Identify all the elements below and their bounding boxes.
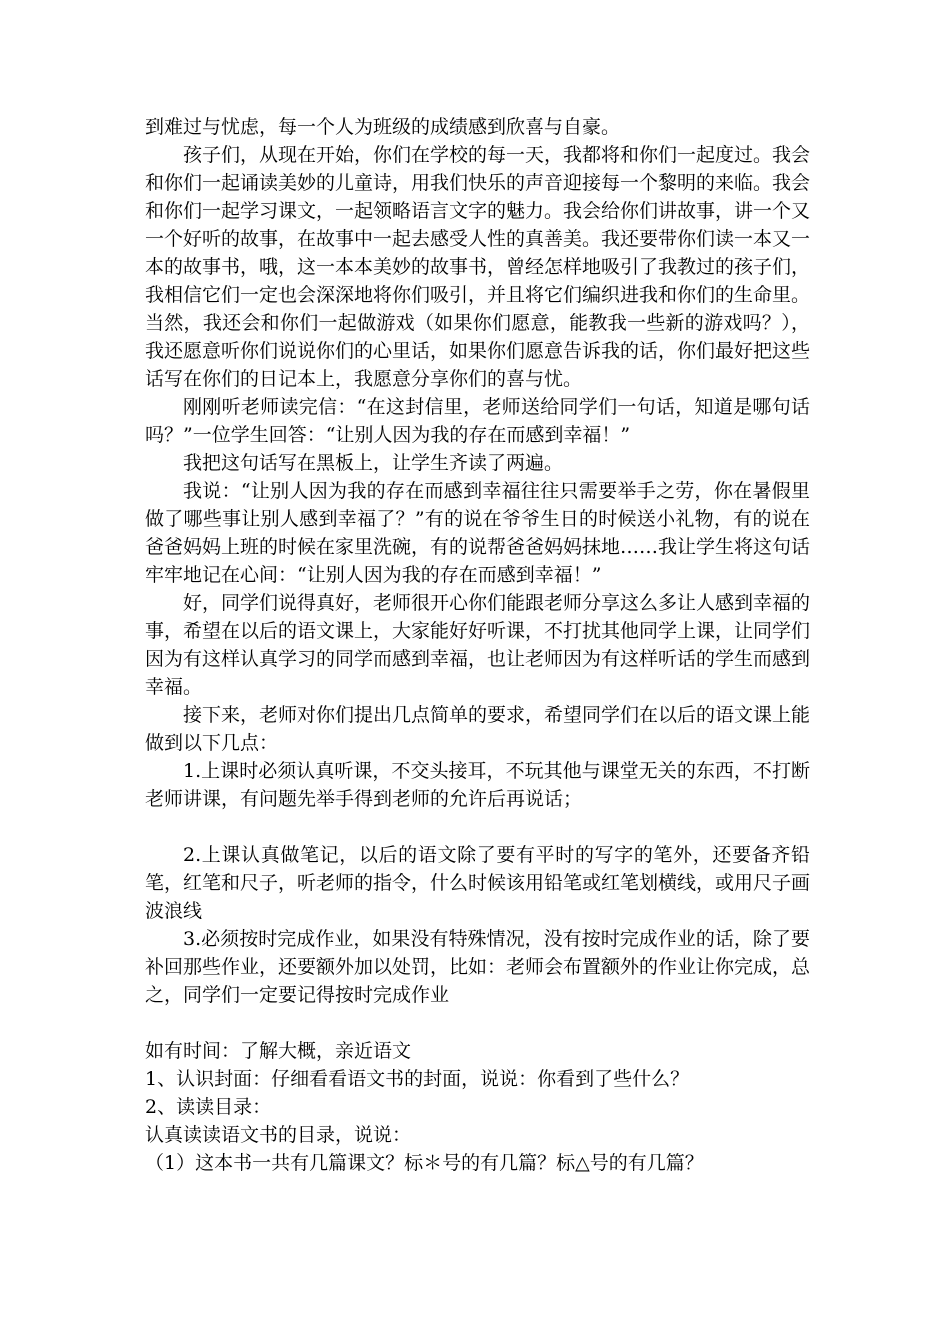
activity-item-contents: 2、读读目录： — [145, 1096, 272, 1118]
paragraph-summer-question: 我说：“让别人因为我的存在而感到幸福往往只需要举手之劳，你在暑假里做了哪些事让别人感到幸福了？”有的说在爷爷生日的时候送小礼物，有的说在爸爸妈妈上班的时候在家里洗碗，有的说帮爸爸妈妈抹地……我让学生将这句话牢牢地记在心间：“让别人因为我的存在而感到幸福！” — [145, 480, 811, 586]
paragraph-requirements-intro: 接下来，老师对你们提出几点简单的要求，希望同学们在以后的语文课上能做到以下几点： — [145, 704, 811, 754]
blank-line — [145, 813, 810, 841]
requirement-item-2: 2.上课认真做笔记，以后的语文除了要有平时的写字的笔外，还要备齐铅笔，红笔和尺子，听老师的指令，什么时候该用铅笔或红笔划横线，或用尺子画波浪线 — [145, 844, 811, 922]
section-heading-extra-time: 如有时间：了解大概，亲近语文 — [145, 1040, 412, 1062]
activity-question-1: （1）这本书一共有几篇课文？标＊号的有几篇？标△号的有几篇？ — [145, 1152, 704, 1174]
activity-instruction: 认真读读语文书的目录，说说： — [145, 1124, 412, 1146]
paragraph-teacher-promise: 孩子们，从现在开始，你们在学校的每一天，我都将和你们一起度过。我会和你们一起诵读美妙的儿童诗，用我们快乐的声音迎接每一个黎明的来临。我会和你们一起学习课文，一起领略语言文字的魅力。我会给你们讲故事，讲一个又一个好听的故事，在故事中一起去感受人性的真善美。我还要带你们读一本又一本的故事书，哦，这一本本美妙的故事书，曾经怎样地吸引了我教过的孩子们，我相信它们一定也会深深地将你们吸引，并且将它们编织进我和你们的生命里。当然，我还会和你们一起做游戏（如果你们愿意，能教我一些新的游戏吗？），我还愿意听你们说说你们的心里话，如果你们愿意告诉我的话，你们最好把这些话写在你们的日记本上，我愿意分享你们的喜与忧。 — [145, 144, 811, 390]
paragraph-praise: 好，同学们说得真好，老师很开心你们能跟老师分享这么多让人感到幸福的事，希望在以后的语文课上，大家能好好听课，不打扰其他同学上课，让同学们因为有这样认真学习的同学而感到幸福，也让老师因为有这样听话的学生而感到幸福。 — [145, 592, 811, 698]
paragraph-continuation: 到难过与忧虑，每一个人为班级的成绩感到欣喜与自豪。 — [145, 116, 621, 138]
requirement-item-1: 1.上课时必须认真听课，不交头接耳，不玩其他与课堂无关的东西，不打断老师讲课，有问题先举手得到老师的允许后再说话； — [145, 760, 810, 810]
paragraph-letter-question: 刚刚听老师读完信：“在这封信里，老师送给同学们一句话，知道是哪句话吗？”一位学生回答：“让别人因为我的存在而感到幸福！” — [145, 396, 810, 446]
paragraph-blackboard: 我把这句话写在黑板上，让学生齐读了两遍。 — [183, 452, 564, 474]
document-page — [145, 113, 810, 1177]
activity-item-cover: 1、认识封面：仔细看看语文书的封面，说说：你看到了些什么？ — [145, 1068, 690, 1090]
requirement-item-3: 3.必须按时完成作业，如果没有特殊情况，没有按时完成作业的话，除了要补回那些作业，还要额外加以处罚，比如：老师会布置额外的作业让你完成，总之，同学们一定要记得按时完成作业 — [145, 928, 811, 1006]
blank-line — [145, 1009, 810, 1037]
